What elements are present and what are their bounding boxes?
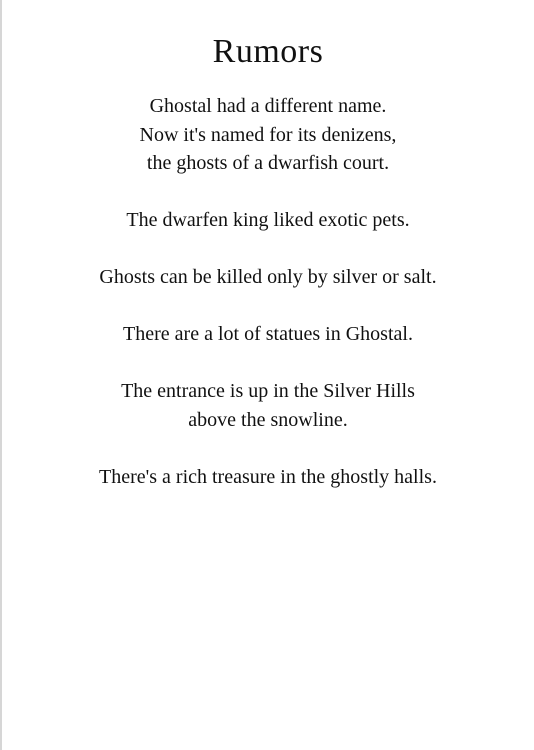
rumor-line: Ghosts can be killed only by silver or salt. <box>99 266 437 288</box>
rumor-line: The dwarfen king liked exotic pets. <box>126 209 410 231</box>
rumor-line: There are a lot of statues in Ghostal. <box>123 323 413 345</box>
rumor-item <box>2 377 534 434</box>
rumor-line: Ghostal had a different name. <box>149 95 387 117</box>
rumor-item <box>2 320 534 349</box>
rumor-item <box>2 92 534 178</box>
rumor-item <box>2 463 534 492</box>
rumor-line: There's a rich treasure in the ghostly halls. <box>99 465 437 488</box>
rumor-line: above the snowline. <box>188 408 348 431</box>
rumor-line: The entrance is up in the Silver Hills <box>121 380 415 402</box>
rumor-item <box>2 206 534 235</box>
rumor-list <box>2 92 534 520</box>
rumor-line: the ghosts of a dwarfish court. <box>146 152 390 174</box>
page-title: Rumors <box>212 33 324 70</box>
rumor-line: Now it's named for its denizens, <box>139 123 397 146</box>
rumor-item <box>2 263 534 292</box>
